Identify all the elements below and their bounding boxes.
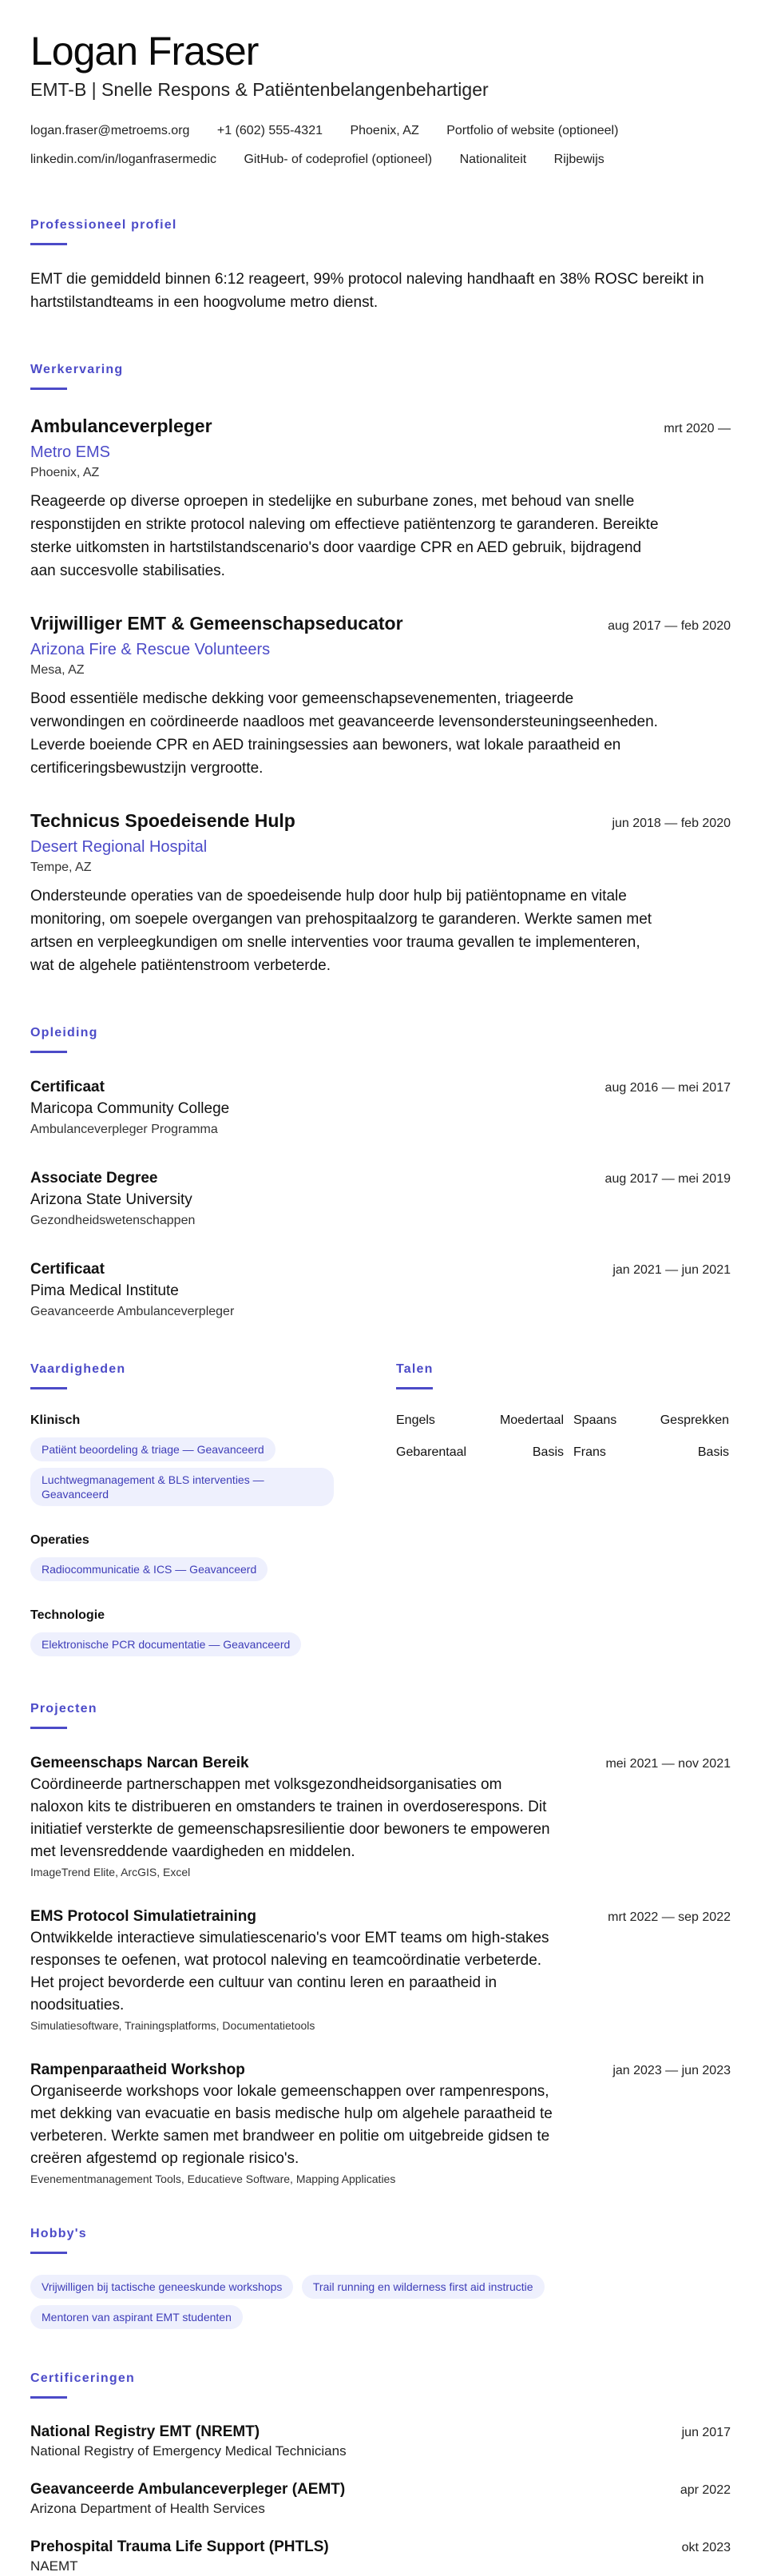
headline: EMT-B | Snelle Respons & Patiëntenbelangenbehartiger	[30, 79, 489, 100]
project-entry	[30, 2060, 731, 2188]
section-divider	[30, 388, 67, 390]
skill-category: Operaties	[30, 1533, 89, 1547]
languages-column	[396, 1322, 729, 1660]
project-tools: ImageTrend Elite, ArcGIS, Excel	[30, 1866, 191, 1878]
project-description: Ontwikkelde interactieve simulatiescenario's voor EMT teams om high-stakes responses te oefenen, wat protocol naleving en teamcoördinatie verbeterde. Het project bevorderde een cultuur van continu leren en paraatheid in noodsituaties.	[30, 1930, 549, 2013]
hobby-chip: Vrijwilligen bij tactische geneeskunde workshops	[30, 2275, 293, 2299]
section-divider	[30, 1051, 67, 1053]
language-level: Gesprekken	[660, 1413, 729, 1427]
job-date: jun 2018 — feb 2020	[612, 817, 731, 830]
project-title: EMS Protocol Simulatietraining	[30, 1908, 256, 1925]
project-date: jan 2023 — jun 2023	[612, 2064, 731, 2077]
experience-entry	[30, 611, 731, 780]
language-table	[396, 1412, 729, 1461]
project-tools: Evenementmanagement Tools, Educatieve Software, Mapping Applicaties	[30, 2173, 396, 2185]
hobby-chip: Trail running en wilderness first aid instructie	[302, 2275, 545, 2299]
education-entry	[30, 1259, 731, 1322]
language-name: Gebarentaal	[396, 1445, 467, 1459]
skills-languages-row	[30, 1322, 731, 1660]
certification-entry	[30, 2423, 731, 2461]
certification-title: National Registry EMT (NREMT)	[30, 2423, 260, 2440]
language-name: Engels	[396, 1413, 435, 1427]
project-date: mei 2021 — nov 2021	[605, 1757, 731, 1771]
hobby-list	[30, 2272, 731, 2332]
employer: Desert Regional Hospital	[30, 838, 208, 856]
job-description: Bood essentiële medische dekking voor gemeenschapsevenementen, triageerde verwondingen en coördineerde naadloos met geavanceerde levensondersteuningseenheden. Leverde boeiende CPR en AED trainingsessies aan bewoners, wat lokale paraatheid en certificeringsbewustzijn vergrootte.	[30, 690, 658, 777]
education-date: jan 2021 — jun 2021	[612, 1263, 731, 1277]
section-divider	[396, 1387, 433, 1389]
school: Maricopa Community College	[30, 1100, 230, 1117]
degree: Associate Degree	[30, 1170, 158, 1187]
project-description: Coördineerde partnerschappen met volksgezondheidsorganisaties om naloxon kits te distribueren en omstanders te trainen in overdoserespons. Dit initiatief versterkte de gemeenschapsresilientie door bewoners te empoweren met levensreddende vaardigheden en middelen.	[30, 1776, 550, 1860]
section-title-experience: Werkervaring	[30, 363, 124, 376]
project-description: Organiseerde workshops voor lokale gemeenschappen over rampenrespons, met dekking van evacuatie en basis medische hulp om algehele paraatheid te verbeteren. Werkte samen met brandweer en politie om uitgebreide gidsen te creëren afgestemd op regionale risico's.	[30, 2083, 553, 2167]
certification-issuer: NAEMT	[30, 2558, 78, 2574]
contact-portfolio[interactable]: Portfolio of website (optioneel)	[446, 124, 619, 137]
job-description: Ondersteunde operaties van de spoedeisende hulp door hulp bij patiëntopname en vitale monitoring, om soepele overgangen van prehospitaalzorg te garanderen. Werkte samen met artsen en verpleegkundigen om snelle interventies voor trauma gevallen te implementeren, wat de algehele patiëntenstroom verbeterde.	[30, 888, 652, 974]
language-level: Basis	[532, 1445, 564, 1459]
section-divider	[30, 2252, 67, 2254]
project-title: Gemeenschaps Narcan Bereik	[30, 1755, 249, 1771]
job-title: Ambulanceverpleger	[30, 415, 212, 436]
project-date: mrt 2022 — sep 2022	[608, 1910, 731, 1924]
skill-chip: Luchtwegmanagement & BLS interventies — Geavanceerd	[30, 1468, 334, 1506]
project-tools: Simulatiesoftware, Trainingsplatforms, Documentatietools	[30, 2019, 315, 2032]
skill-chip: Patiënt beoordeling & triage — Geavanceerd	[30, 1437, 275, 1461]
section-title-projects: Projecten	[30, 1702, 97, 1715]
education-date: aug 2017 — mei 2019	[604, 1172, 731, 1186]
contact-license: Rijbewijs	[553, 153, 604, 166]
certification-entry	[30, 2480, 731, 2518]
job-title: Technicus Spoedeisende Hulp	[30, 810, 295, 831]
certification-date: apr 2022	[680, 2483, 731, 2497]
field-of-study: Geavanceerde Ambulanceverpleger	[30, 1305, 235, 1318]
project-title: Rampenparaatheid Workshop	[30, 2061, 245, 2078]
contact-phone[interactable]: +1 (602) 555-4321	[216, 124, 323, 137]
language-name: Frans	[573, 1445, 606, 1459]
experience-entry	[30, 414, 731, 582]
section-divider	[30, 243, 67, 245]
profile-summary: EMT die gemiddeld binnen 6:12 reageert, 99% protocol naleving handhaaft en 38% ROSC bereikt in hartstilstandteams in een hoogvolume metro dienst.	[30, 271, 704, 311]
skill-chip: Radiocommunicatie & ICS — Geavanceerd	[30, 1557, 268, 1581]
employer: Arizona Fire & Rescue Volunteers	[30, 641, 271, 658]
school: Arizona State University	[30, 1191, 192, 1208]
school: Pima Medical Institute	[30, 1282, 179, 1299]
skill-category: Technologie	[30, 1608, 105, 1622]
skill-category: Klinisch	[30, 1413, 81, 1427]
section-title-hobbies: Hobby's	[30, 2227, 87, 2240]
candidate-name: Logan Fraser	[30, 29, 259, 74]
certification-issuer: Arizona Department of Health Services	[30, 2501, 265, 2516]
job-location: Mesa, AZ	[30, 663, 85, 677]
degree: Certificaat	[30, 1079, 105, 1095]
section-title-education: Opleiding	[30, 1026, 98, 1040]
certification-date: jun 2017	[681, 2426, 731, 2439]
section-title-profile: Professioneel profiel	[30, 218, 177, 232]
section-title-languages: Talen	[396, 1362, 434, 1376]
section-title-certifications: Certificeringen	[30, 2371, 135, 2385]
contact-nationality: Nationaliteit	[459, 153, 527, 166]
degree: Certificaat	[30, 1261, 105, 1278]
job-location: Phoenix, AZ	[30, 466, 100, 479]
contact-github[interactable]: GitHub- of codeprofiel (optioneel)	[244, 153, 433, 166]
field-of-study: Gezondheidswetenschappen	[30, 1214, 196, 1227]
certification-issuer: National Registry of Emergency Medical Technicians	[30, 2443, 347, 2459]
contact-list	[30, 117, 731, 174]
hobby-chip: Mentoren van aspirant EMT studenten	[30, 2305, 243, 2329]
certification-date: okt 2023	[681, 2541, 731, 2554]
language-level: Moedertaal	[499, 1413, 564, 1427]
project-entry	[30, 1906, 731, 2034]
contact-email[interactable]: logan.fraser@metroems.org	[30, 124, 190, 137]
certification-title: Prehospital Trauma Life Support (PHTLS)	[30, 2538, 329, 2555]
contact-location: Phoenix, AZ	[350, 124, 419, 137]
language-level: Basis	[697, 1445, 729, 1459]
section-title-skills: Vaardigheden	[30, 1362, 126, 1376]
section-divider	[30, 1387, 67, 1389]
skill-chip: Elektronische PCR documentatie — Geavanceerd	[30, 1632, 301, 1656]
contact-linkedin[interactable]: linkedin.com/in/loganfrasermedic	[30, 153, 216, 166]
job-description: Reageerde op diverse oproepen in stedelijke en suburbane zones, met behoud van snelle responstijden en strikte protocol naleving om effectieve patiëntenzorg te garanderen. Bereikte sterke uitkomsten in hartstilstandscenario's door vaardige CPR en AED gebruik, bijdragend aan succesvolle stabilisaties.	[30, 493, 659, 579]
education-date: aug 2016 — mei 2017	[604, 1081, 731, 1095]
section-divider	[30, 1727, 67, 1729]
education-entry	[30, 1168, 731, 1230]
skills-column	[30, 1322, 366, 1660]
section-divider	[30, 2396, 67, 2399]
job-date: aug 2017 — feb 2020	[608, 619, 731, 633]
job-location: Tempe, AZ	[30, 861, 92, 874]
certification-title: Geavanceerde Ambulanceverpleger (AEMT)	[30, 2481, 346, 2498]
experience-entry	[30, 809, 731, 977]
education-entry	[30, 1077, 731, 1139]
field-of-study: Ambulanceverpleger Programma	[30, 1123, 218, 1136]
language-name: Spaans	[573, 1413, 617, 1427]
project-entry	[30, 1753, 731, 1881]
job-date: mrt 2020 —	[664, 422, 731, 435]
job-title: Vrijwilliger EMT & Gemeenschapseducator	[30, 613, 403, 634]
certification-entry	[30, 2538, 731, 2576]
employer: Metro EMS	[30, 443, 111, 461]
